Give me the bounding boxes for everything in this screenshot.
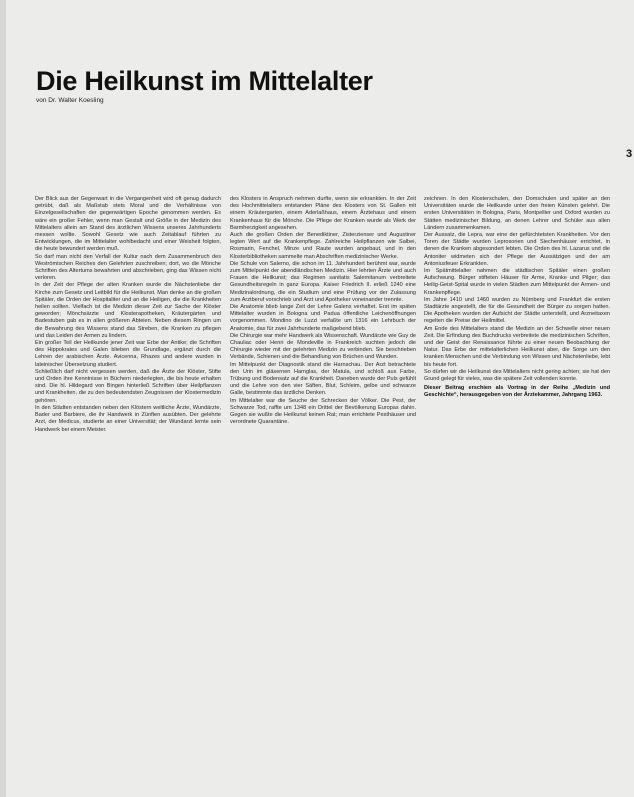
article-byline: von Dr. Walter Koesling bbox=[36, 97, 104, 104]
paragraph: Die Chirurgie war mehr Handwerk als Wissenschaft. Wundärzte wie Guy de Chauliac oder Henri de Mondeville in Frankreich suchten jedoch die Chirurgie wieder mit der gelehrten Medizin zu verbinden. Sie beschrieben Verbände, Schienen und die Behandlung von Brüchen und Wunden. bbox=[230, 332, 416, 361]
paragraph: Schließlich darf nicht vergessen werden, daß die Ärzte der Klöster, Stifte und Orden ihre Kenntnisse in Büchern niederlegten, die bis heute erhalten sind. Die hl. Hildegard von Bingen hinterließ Schriften über Heilpflanzen und Krankheiten, die zu den bedeutendsten Zeugnissen der Klostermedizin gehören. bbox=[35, 368, 221, 404]
paragraph: In der Zeit der Pflege der alten Kranken wurde die Nächstenliebe der Kirche zum Gesetz und Leitbild für die Heilkunst. Man denke an die großen Spitäler, die Orden der Hospitaliter und an die Heiligen, die die Krankheiten heilen sollten. Vielfach ist die Medizin dieser Zeit zur Sache der Klöster geworden; Mönchsärzte und Klosterapotheken, Kräutergärten und Badestuben gab es in allen größeren Abteien. Neben diesem Ringen um die Bewahrung des Wissens stand das Streben, die Kranken zu pflegen und das Leiden der Armen zu lindern. bbox=[35, 282, 221, 339]
page-number: 3 bbox=[626, 148, 633, 160]
text-column-1 bbox=[35, 196, 221, 782]
article-title: Die Heilkunst im Mittelalter bbox=[36, 66, 373, 97]
paragraph: Im Jahre 1410 und 1460 wurden zu Nürnberg und Frankfurt die ersten Stadtärzte angestellt, die für die Gesundheit der Bürger zu sorgen hatten. Die Apotheken wurden der Aufsicht der Städte unterstellt, und Arzneitaxen regelten die Preise der Heilmittel. bbox=[424, 296, 610, 325]
paragraph: Am Ende des Mittelalters stand die Medizin an der Schwelle einer neuen Zeit. Die Erfindung des Buchdrucks verbreitete die medizinischen Schriften, und der Geist der Renaissance führte zu einer neuen Beobachtung der Natur. Das Erbe der mittelalterlichen Heilkunst aber, die Sorge um den kranken Menschen und die Verbindung von Wissen und Nächstenliebe, lebt bis heute fort. bbox=[424, 325, 610, 368]
paragraph: In den Städten entstanden neben den Klöstern weltliche Ärzte, Wundärzte, Bader und Barbiere, die ihr Handwerk in Zünften ausübten. Der gelehrte Arzt, der Medicus, studierte an einer Universität; der Wundarzt lernte sein Handwerk bei einem Meister. bbox=[35, 404, 221, 433]
paragraph: Im Mittelpunkt der Diagnostik stand die Harnschau. Der Arzt betrachtete den Urin im gläsernen Harnglas, der Matula, und schloß aus Farbe, Trübung und Bodensatz auf die Krankheit. Daneben wurde der Puls gefühlt und die Lehre von den vier Säften, Blut, Schleim, gelbe und schwarze Galle, bestimmte das ärztliche Denken. bbox=[230, 361, 416, 397]
paragraph: So dürfen wir die Heilkunst des Mittelalters nicht gering achten; sie hat den Grund gelegt für vieles, was die spätere Zeit vollenden konnte. bbox=[424, 368, 610, 383]
paragraph: Im Spätmittelalter nahmen die städtischen Spitäler einen großen Aufschwung. Bürger stifteten Häuser für Arme, Kranke und Pilger; das Heilig-Geist-Spital wurde in vielen Städten zum Mittelpunkt der Armen- und Krankenpflege. bbox=[424, 268, 610, 296]
paragraph: Der Blick aus der Gegenwart in die Vergangenheit wird oft genug dadurch getrübt, daß als Maßstab stets Moral und die Verhältnisse von Einzelgesellschaften der gegenwärtigen Epoche genommen werden. Es wäre ein großer Fehler, wenn man Gestalt und Größe in der Medizin des Mittelalters allein am Stand des ärztlichen Wissens unseres Jahrhunderts messen wollte. Sowohl Gesetz wie auch Zeitablauf führten zu Entwicklungen, die im Mittelalter wohlbedacht und einer Weisheit folgten, die heute bewundert werden muß. bbox=[35, 196, 221, 253]
paragraph: Auch die großen Orden der Benediktiner, Zisterzienser und Augustiner legten Wert auf die Krankenpflege. Zahlreiche Heilpflanzen wie Salbei, Rosmarin, Fenchel, Minze und Raute wurden angebaut, und in den Klosterbibliotheken sammelte man Abschriften medizinischer Werke. bbox=[230, 232, 416, 260]
text-column-2 bbox=[230, 196, 416, 782]
text-column-3 bbox=[424, 196, 610, 782]
paragraph: Die Schule von Salerno, die schon im 11. Jahrhundert berühmt war, wurde zum Mittelpunkt der abendländischen Medizin. Hier lehrten Ärzte und auch Frauen die Heilkunst; das Regimen sanitatis Salernitanum verbreitete Gesundheitsregeln in ganz Europa. Kaiser Friedrich II. erließ 1240 eine Medizinalordnung, die ein Studium und eine Prüfung vor der Zulassung zum Arztberuf vorschrieb und Arzt und Apotheker voneinander trennte. bbox=[230, 260, 416, 303]
article-credit: Dieser Beitrag erschien als Vortrag in der Reihe „Medizin und Geschichte“, herausgegeben von der Ärztekammer, Jahrgang 1963. bbox=[424, 385, 610, 399]
paragraph: Der Aussatz, die Lepra, war eine der gefürchtetsten Krankheiten. Vor den Toren der Städte wurden Leprosorien und Siechenhäuser errichtet, in denen die Kranken abgesondert lebten. Die Orden des hl. Lazarus und die Antoniter widmeten sich der Pflege der Aussätzigen und der am Antoniusfeuer Erkrankten. bbox=[424, 232, 610, 267]
paragraph: Im Mittelalter war die Seuche der Schrecken der Völker. Die Pest, der Schwarze Tod, raffte um 1348 ein Drittel der Bevölkerung Europas dahin. Gegen sie wußte die Heilkunst keinen Rat; man errichtete Pesthäuser und verordnete Quarantäne. bbox=[230, 397, 416, 426]
paragraph: So darf man nicht den Verfall der Kultur nach dem Zusammenbruch des Weströmischen Reiches den Gelehrten zuschreiben; dort, wo die Mönche Schriften des Altertums bewahrten und abschrieben, ging das Wissen nicht verloren. bbox=[35, 253, 221, 282]
paragraph: des Klosters in Anspruch nehmen durfte, wenn sie erkrankten. In der Zeit des Hochmittelalters entstanden Pläne des Klosters von St. Gallen mit einem Kräutergarten, einem Aderlaßhaus, einem Ärztehaus und einem Krankenhaus für die Mönche. Die Pflege der Kranken wurde als Werk der Barmherzigkeit angesehen. bbox=[230, 196, 416, 231]
paragraph: Die Anatomie blieb lange Zeit der Lehre Galens verhaftet. Erst im späten Mittelalter wurden in Bologna und Padua öffentliche Leichenöffnungen vorgenommen. Mondino de Luzzi verfaßte um 1316 ein Lehrbuch der Anatomie, das für zwei Jahrhunderte maßgebend blieb. bbox=[230, 304, 416, 332]
paragraph: Ein großer Teil der Heilkunde jener Zeit war Erbe der Antike; die Schriften des Hippokrates und Galen blieben die Grundlage, ergänzt durch die Lehren der arabischen Ärzte. Avicenna, Rhazes und andere wurden in lateinischer Übersetzung studiert. bbox=[35, 340, 221, 368]
page-binding-shadow bbox=[0, 0, 6, 797]
paragraph: zeichnen. In den Klosterschulen, den Domschulen und später an den Universitäten wurde die Heilkunde unter den freien Künsten gelehrt. Die ersten Universitäten in Bologna, Paris, Montpellier und Oxford wurden zu Stätten medizinischer Bildung, an denen Lehrer und Schüler aus allen Ländern zusammenkamen. bbox=[424, 196, 610, 231]
